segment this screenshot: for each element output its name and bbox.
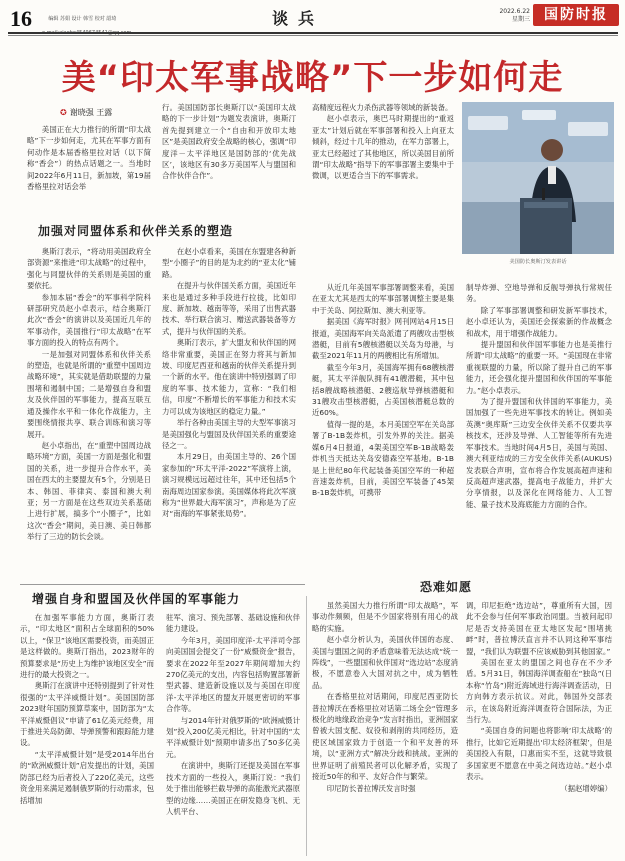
paragraph: “太平洋威慑计划”是受2014年出台的“欧洲威慑计划”启发提出的计划，美国防部已经为后者投入了220亿美元，这些资金用来满足遏制俄罗斯的行动需求，包括增加 (20, 749, 154, 805)
page-number: 16 (10, 6, 32, 31)
column-3-bottom (312, 600, 458, 856)
paragraph: 从近几年美国军事部署调整来看，美国在亚太尤其是西太的军事部署调整主要是集中于关岛、阿拉斯加、澳大利亚等。 (312, 283, 454, 315)
editor-credits (42, 9, 131, 51)
paragraph: 美国正在大力推行的所谓“印太战略”下一步如何走，尤其在军事方面有何动作是本届香格里拉对话（以下简称“香会”）的热点话题之一。当地时间2022年6月11日，新加坡，第19届香格里拉对话会举 (27, 125, 151, 192)
subhead-hard-to-achieve: 恐难如愿 (420, 580, 473, 594)
column-4-body (466, 282, 612, 576)
paragraph: 参加本届“香会”的军事科学院科研部研究员赵小卓表示，结合奥斯汀此次“香会”的演讲以及美国近几年的军事动作，美国推行“印太战略”在军事方面的投入的特点有两个。 (27, 292, 151, 348)
paragraph: 在提升与伙伴国关系方面，美国近年来也是通过多种手段进行拉拢，比如印度、新加坡、越南等等，采用了出售武器技术、举行联合演习、赠送武器装备等方式，提升与伙伴国的关系。 (162, 281, 296, 336)
editor-names: 编辑 苏娟 设计 韩雪 校对 韶琦 (48, 16, 117, 22)
paragraph: 提升盟国和伙伴国军事能力也是美推行所谓“印太战略”的重要一环。“美国现在非常重视联盟的力量，所以除了提升自己的军事能力，还会强化提升盟国和伙伴国的军事能力。”赵小卓表示。 (466, 340, 612, 395)
paragraph: 截至今年3月，美国海军拥有68艘核潜艇，其太平洋舰队拥有41艘潜艇，其中包括8艘战略核潜艇、2艘巡航导弹核潜艇和31艘攻击型核潜艇，占美国核潜艇总数的近60%。 (312, 362, 454, 418)
section-divider (20, 584, 305, 585)
paragraph: 赵小卓表示，奥巴马时期提出的“重返亚太”计划后就在军事部署和投入上向亚太倾斜，经过十几年的推动，在军力部署上，亚太已经超过了其他地区，所以美国目前所谓“印太战略”指导下的军事部署主要集中于微调，以更适合当下的军事需求。 (312, 114, 454, 181)
paragraph: 与2014年针对俄罗斯的“欧洲威慑计划”投入200亿美元相比，针对中国的“太平洋威慑计划”预期申请多出了50多亿美元。 (166, 715, 300, 759)
column-4-bottom (466, 600, 612, 856)
paragraph: 本月29日，由美国主导的、26个国家参加的“环太平洋-2022”军演将上演，演习规模远远超过往年，其中还包括5个南海周边国家参演。美国媒体将此次军演称为“世界最大海军演习”，声称是为了应对“南海的军事紧张局势”。 (162, 452, 296, 519)
paragraph: 印尼防长普拉博沃发言时强 (326, 783, 416, 793)
paragraph: 赵小卓分析认为，美国伙伴国的态度、美国与盟国之间的矛盾意味着无法达成“统一阵线”，一些盟国和伙伴国对“选边站”态度消极，不愿意卷入大国对抗之中，成为牺牲品。 (312, 635, 458, 690)
issue-date (486, 8, 530, 24)
article-headline: 美“印太军事战略”下一步如何走 (61, 58, 564, 98)
author-names: 谢晓强 王露 (69, 108, 113, 117)
paragraph: 一是加强对同盟体系和伙伴关系的塑造，也就是所谓的“重塑中国周边战略环境”，其实就是借助联盟的力量围堵和遏制中国；二是增强自身和盟友及伙伴国的军事能力，提高互联互通及操作水平和一体化作战能力，主要围绕情报共享、联合训练和演习等展开。 (27, 349, 151, 439)
column-2-body (162, 246, 296, 580)
source-note: （据赵增婷编） (560, 783, 612, 793)
paragraph: 在演讲中，奥斯汀还提及美国在军事技术方面的一些投入，奥斯汀说：“我们处于推出能够拦截导弹的高能激光武器原型的边缘……美国正在研发隐身飞机、无人机平台、 (166, 761, 300, 816)
paragraph: 值得一提的是，本月美国空军在关岛部署了B-1B轰炸机，引发外界的关注。据美媒6月4日报道，4架美国空军B-1B战略轰炸机当天抵达关岛安德森空军基地。B-1B是上世纪80年代起装备美国空军的一种超音速轰炸机，目前，美国空军装备了45架B-1B轰炸机，可携带 (312, 419, 454, 498)
paragraph: 为了提升盟国和伙伴国的军事能力，美国加强了一些先进军事技术的转让。例如美英澳“奥库斯”三边安全伙伴关系不仅要共享核技术，还涉及导弹、人工智能等所有先进军事技术。当地时间4月5日，美国与英国、澳大利亚结成的三方安全伙伴关系(AUKUS)发表联合声明，宣布将合作发展高超声速和反高超声速武器，提高电子战能力，并扩大分享情报，以及深化在网络能力、人工智能、量子技术及海底能力方面的合作。 (466, 397, 612, 509)
paragraph: 在赵小卓看来，美国在东盟建各种新型“小圈子”的目的是为北约的“亚太化”铺路。 (162, 247, 296, 279)
paragraph: 高精度远程火力杀伤武器等领域的新装备。 (312, 103, 453, 112)
weekday-text: 星期三 (511, 16, 530, 23)
photo-caption: 美国防长奥斯汀发表讲话 (509, 259, 567, 265)
newspaper-logo: 国防时报 (533, 4, 619, 26)
paragraph: 行。美国国防部长奥斯汀以“美国印太战略的下一步计划”为题发表演讲，奥斯汀首先提到建立一个“自由和开放印太地区”是美国政府安全战略的核心，强调“印度洋－太平洋地区是国防部的‘优先战区’，该地区有30多万美国军人与盟国和合作伙伴合作”。 (162, 103, 296, 181)
date-text: 2022.6.22 (499, 8, 530, 15)
paragraph: 奥斯汀表示，扩大盟友和伙伴国的网络非常重要，美国正在努力将其与新加坡、印度尼西亚和越南的伙伴关系提升到一个新的水平。他在演讲中特别强调了印度的军事、技术能力，宣称：“我们相信，印度”不断增长的军事能力和技术实力可以成为该地区的稳定力量。” (162, 338, 296, 416)
column-1-bottom (20, 612, 154, 856)
paragraph: “美国自身的问题也将影响‘印太战略’的推行，比如它近期提出‘印太经济框架’，但是美国投入有限，口惠而实不至，这就导致很多国家更不愿意在中美之间选边站。”赵小卓表示。 (466, 726, 612, 782)
paragraph: 赵小卓指出，在“重塑中国周边战略环境”方面，美国一方面是强化和盟国的关系，进一步提升合作水平，美国在西太的主要盟友有5个，分别是日本、韩国、菲律宾、泰国和澳大利亚；另一方面是在这些双边关系基础上进行扩展，搞多个“小圈子”，比如这次“香会”期间，美日澳、美日韩都举行了三边的防长会谈。 (27, 440, 151, 542)
paragraph: 在香格里拉对话期间，印度尼西亚防长普拉博沃在香格里拉对话第二场全会“管理多极化的地缘政治竞争”发言时指出，亚洲国家曾被大国支配、奴役和剥削的共同经历，造使区域国家致力于创造一个和平友善的环境，以“亚洲方式”解决分歧和挑战。亚洲的世界证明了前殖民者可以化解矛盾，实现了接近50年的和平、友好合作与繁荣。 (312, 692, 458, 782)
paragraph: 驻军、演习、预先部署、基础设施和伙伴能力建设。 (166, 613, 300, 634)
section-title: 谈兵 (272, 9, 325, 28)
column-2-intro (162, 102, 296, 216)
masthead-rule (8, 32, 618, 34)
subhead-alliances: 加强对同盟体系和伙伴关系的塑造 (38, 224, 234, 238)
paragraph: 美国在亚太的盟国之间也存在不少矛盾。5月31日，韩国海洋调查船在“独岛”(日本称“竹岛”)附近海域进行海洋调查活动，日方向韩方表示抗议。对此，韩国外交部表示，在该岛附近海洋调查符合国际法，为正当行为。 (466, 658, 612, 725)
paragraph: 奥斯汀表示，“将动用美国政府全部资源”来推进“印太战略”的过程中，强化与同盟伙伴的关系则是美国的重要依托。 (27, 247, 151, 291)
column-3-body (312, 282, 454, 576)
paragraph: 除了军事部署调整和研发新军事技术，赵小卓还认为，美国还会探索新的作战概念和战术，用于增强作战能力。 (466, 305, 612, 338)
paragraph: 调，印尼拒绝“选边站”，尊重所有大国，因此不会参与任何军事政治同盟。当被问起印尼是否支持美国在亚太地区发起“围堵挑衅”时，普拉博沃直言并不认同这种军事结盟，“我们认为联盟不应该威胁到其他国家。” (466, 601, 612, 656)
paragraph: 据美国《海军时报》网刊网站4月15日报道，美国海军向关岛派遣了两艘攻击型核潜艇，目前有5艘核潜艇以关岛为母港，与截至2021年11月的两艘相比有所增加。 (312, 317, 454, 361)
paragraph: 今年3月，美国印度洋-太平洋司令部向美国国会提交了一份“威慑资金”报告，要求在2022年至2027年期间增加大约270亿美元的支出，内容包括购置部署新型武器、建造新设施以及与美国在印度洋-太平洋地区的盟友开展更密切的军事合作等。 (166, 635, 300, 714)
byline (60, 107, 112, 118)
subhead-military-capability: 增强自身和盟国及伙伴国的军事能力 (32, 592, 241, 606)
column-rule (306, 596, 307, 856)
paragraph: 虽然美国大力推行所谓“印太战略”，军事动作频频，但是不少国家将别有用心的战略的实施。 (312, 601, 458, 633)
column-2-bottom (166, 612, 300, 856)
column-1-intro (27, 124, 151, 216)
speaker-at-podium-image (462, 102, 614, 254)
column-1-body (27, 246, 151, 580)
column-3-narrow (312, 102, 454, 282)
masthead (0, 0, 625, 32)
paragraph: 举行各种由美国主导的大型军事演习是美国强化与盟国及伙伴国关系的重要途径之一。 (162, 418, 296, 450)
masthead-rule-thin (8, 35, 618, 36)
paragraph: 奥斯汀在演讲中还特别提到了针对性很强的“太平洋威慑计划”。美国国防部2023财年国防预算草案中，国防部为“太平洋威慑倡议”申请了61亿美元经费，用于推进关岛防御、导弹预警和跟踪能力建设。 (20, 681, 154, 748)
article-photo (462, 102, 614, 254)
paragraph: 在加强军事能力方面，奥斯汀表示，“印太地区”面积占全球面积的50%以上，“保卫”该地区需要投资，而美国正是这样做的。奥斯汀指出，2023财年的预算要求是“历史上为维护该地区安全”而进行的最大投资之一。 (20, 613, 154, 680)
star-icon: ✪ (60, 108, 67, 117)
paragraph: 制导炸弹、空地导弹和反舰导弹执行常规任务。 (466, 283, 612, 304)
